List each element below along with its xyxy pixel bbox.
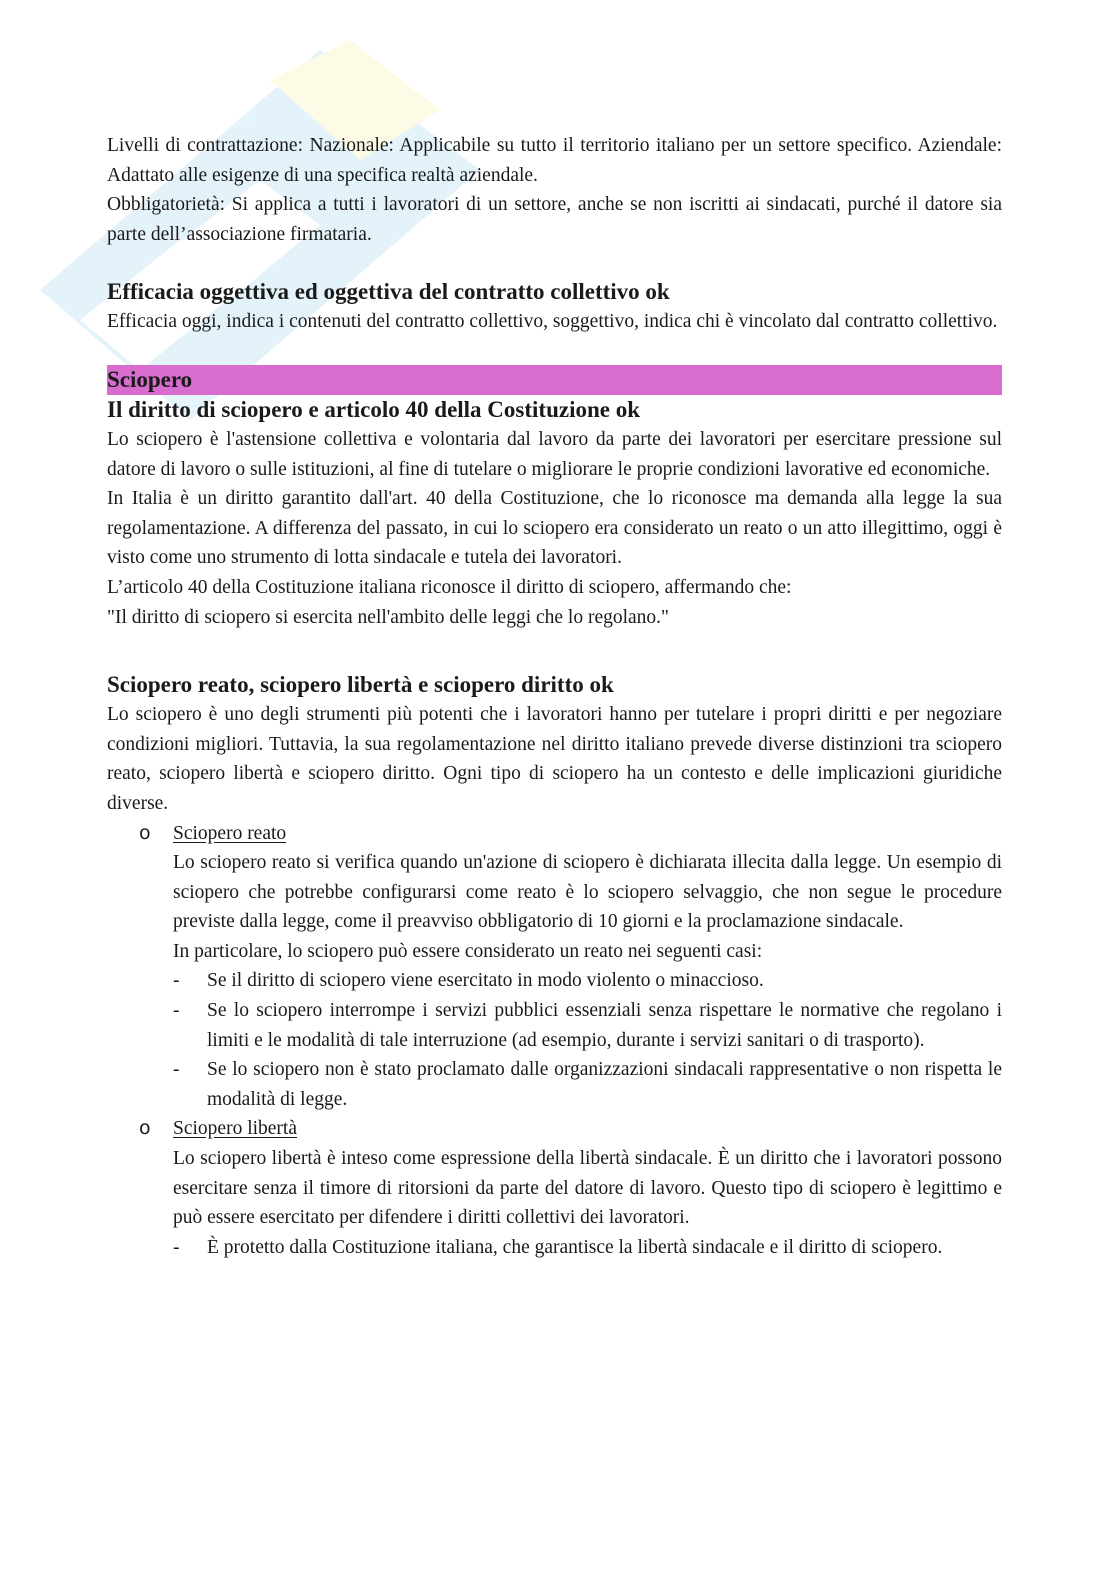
list-item-title: Sciopero reato	[173, 822, 287, 844]
section-bar-sciopero: Sciopero	[107, 365, 1002, 395]
dash-list-item-text: Se lo sciopero non è stato proclamato dalle organizzazioni sindacali rappresentative o non rispetta le modalità di legge.	[207, 1059, 1002, 1110]
paragraph-obbligatorieta: Obbligatorietà: Si applica a tutti i lavoratori di un settore, anche se non iscritti ai sindacati, purché il datore sia parte dell’associazione firmataria.	[107, 194, 1002, 245]
paragraph-citazione: "Il diritto di sciopero si esercita nell'ambito delle leggi che lo regolano."	[107, 606, 670, 628]
heading-sciopero-reato-liberta-diritto: Sciopero reato, sciopero libertà e sciopero diritto ok	[107, 672, 614, 698]
list-item-paragraph: In particolare, lo sciopero può essere considerato un reato nei seguenti casi:	[173, 940, 763, 962]
heading-diritto-sciopero: Il diritto di sciopero e articolo 40 della Costituzione ok	[107, 396, 641, 422]
paragraph-efficacia: Efficacia oggi, indica i contenuti del contratto collettivo, soggettivo, indica chi è vincolato dal contratto collettivo.	[107, 311, 998, 333]
dash-list-item-text: Se il diritto di sciopero viene esercitato in modo violento o minaccioso.	[207, 970, 764, 992]
dash-list-item-text: Se lo sciopero interrompe i servizi pubblici essenziali senza rispettare le normative che regolano i limiti e le modalità di tale interruzione (ad esempio, durante i servizi sanitari o di trasporto).	[207, 1000, 1002, 1051]
list-item-paragraph: Lo sciopero libertà è inteso come espressione della libertà sindacale. È un diritto che i lavoratori possono esercitare senza il timore di ritorsioni da parte del datore di lavoro. Questo tipo di sciopero è legittimo e può essere esercitato per difendere i diritti collettivi dei lavoratori.	[173, 1148, 1002, 1229]
dash-bullet-icon: -	[173, 1236, 180, 1258]
list-bullet-icon: o	[139, 821, 151, 844]
dash-list-item	[173, 1233, 1002, 1263]
dash-list-item	[173, 996, 1002, 1055]
list-item-sciopero-liberta	[107, 1114, 1002, 1262]
dash-list-item-text: È protetto dalla Costituzione italiana, che garantisce la libertà sindacale e il diritto di sciopero.	[207, 1236, 943, 1258]
paragraph-intro-distinzioni: Lo sciopero è uno degli strumenti più potenti che i lavoratori hanno per tutelare i propri diritti e per negoziare condizioni migliori. Tuttavia, la sua regolamentazione nel diritto italiano prevede diverse distinzioni tra sciopero reato, sciopero libertà e sciopero diritto. Ogni tipo di sciopero ha un contesto e delle implicazioni giuridiche diverse.	[107, 704, 1002, 814]
paragraph-livelli-contrattazione: Livelli di contrattazione: Nazionale: Applicabile su tutto il territorio italiano per un settore specifico. Aziendale: Adattato alle esigenze di una specifica realtà aziendale.	[107, 135, 1002, 186]
dash-bullet-icon: -	[173, 1000, 180, 1022]
paragraph-articolo-40-riconosce: L’articolo 40 della Costituzione italiana riconosce il diritto di sciopero, affermando che:	[107, 576, 792, 598]
paragraph-definizione-sciopero: Lo sciopero è l'astensione collettiva e volontaria dal lavoro da parte dei lavoratori per esercitare pressione sul datore di lavoro o sulle istituzioni, al fine di tutelare o migliorare le proprie condizioni lavorative ed economiche.	[107, 428, 1002, 480]
dash-bullet-icon: -	[173, 1059, 180, 1081]
heading-efficacia: Efficacia oggettiva ed oggettiva del contratto collettivo ok	[107, 279, 670, 305]
dash-bullet-icon: -	[173, 970, 180, 992]
list-item-paragraph: Lo sciopero reato si verifica quando un'azione di sciopero è dichiarata illecita dalla legge. Un esempio di sciopero che potrebbe configurarsi come reato è lo sciopero selvaggio, che non segue le procedure previste dalla legge, come il preavviso obbligatorio di 10 giorni e la proclamazione sindacale.	[173, 852, 1002, 933]
list-bullet-icon: o	[139, 1117, 151, 1140]
document-page	[107, 131, 1002, 1262]
dash-list-item	[173, 966, 1002, 996]
list-item-title: Sciopero libertà	[173, 1118, 297, 1140]
paragraph-art40: In Italia è un diritto garantito dall'art. 40 della Costituzione, che lo riconosce ma demanda alla legge la sua regolamentazione. A differenza del passato, in cui lo sciopero era considerato un reato o un atto illegittimo, oggi è visto come uno strumento di lotta sindacale e tutela dei lavoratori.	[107, 488, 1002, 569]
list-item-sciopero-reato	[107, 819, 1002, 1115]
dash-list-item	[173, 1055, 1002, 1114]
types-list	[107, 819, 1002, 1263]
